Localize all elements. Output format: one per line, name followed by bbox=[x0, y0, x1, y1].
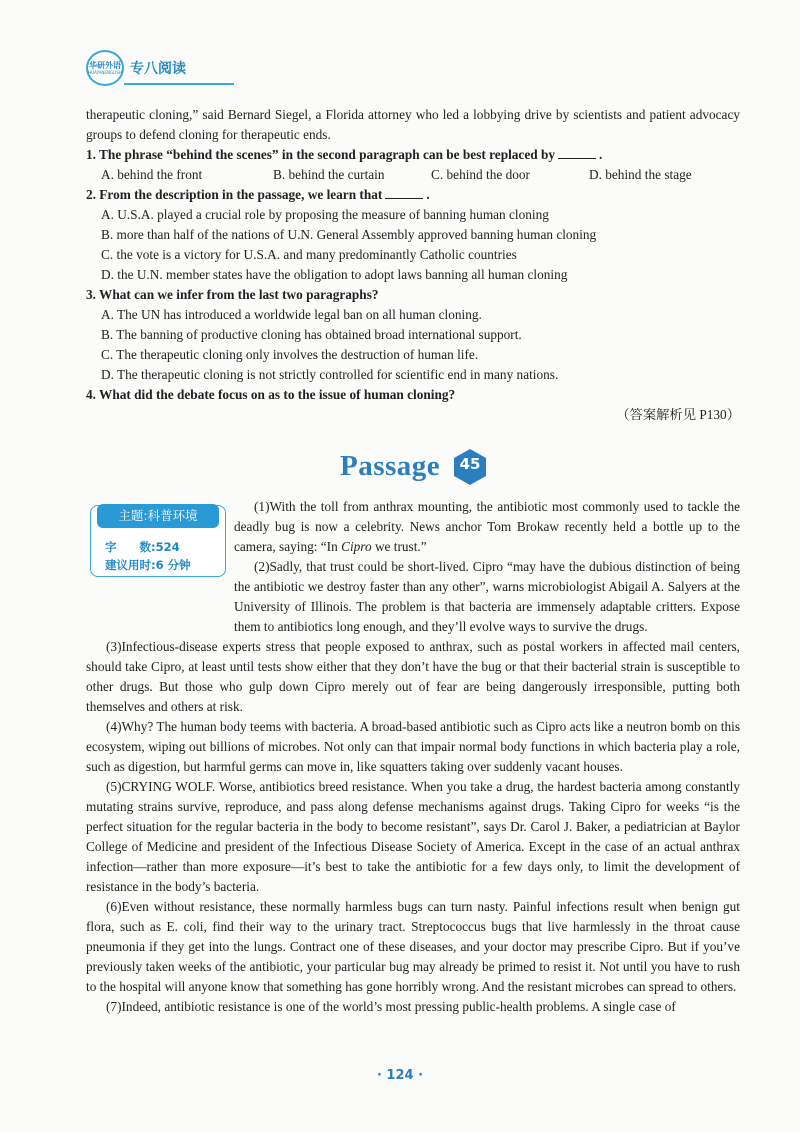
page-header bbox=[86, 50, 236, 86]
paragraph-1 bbox=[86, 497, 740, 557]
option-c: C. the vote is a victory for U.S.A. and many predominantly Catholic countries bbox=[101, 247, 517, 262]
paragraph-7: (7)Indeed, antibiotic resistance is one of the world’s most pressing public-health problems. A single case of bbox=[106, 999, 676, 1014]
passage-heading bbox=[340, 450, 500, 486]
question-4: 4. What did the debate focus on as to the issue of human cloning? bbox=[86, 387, 456, 402]
paragraph-6: (6)Even without resistance, these normally harmless bugs can turn nasty. Painful infections result when benign gut flora, such as E. coli, find their way to the urinary tract. Streptococcus bugs that live harmlessly in the throat cause pneumonia if they get into the lungs. Contract one of these diseases, and your doctor may prescribe Cipro. But if you’ve previously taken weeks of the antibiotic, your particular bug may already be primed to resist it. Not until you have to rush to the hospital will anyone know that something has gone horribly wrong. And the resistant microbes can spread to others. bbox=[86, 899, 740, 994]
paragraph-2-text: (2)Sadly, that trust could be short-lived. Cipro “may have the dubious distinction of being the antibiotic we destroy faster than any other”, warns microbiologist Abigail A. Salyers at the University of Illinois. The problem is that bacteria are immensely adaptable critters. Expose them to antibiotics long enough, and they’ll evolve ways to survive the drugs. bbox=[234, 559, 740, 634]
word-count: 字 数:524 bbox=[105, 540, 180, 554]
questions-section bbox=[86, 105, 740, 425]
option-b: B. behind the curtain bbox=[273, 167, 385, 182]
paragraph-5: (5)CRYING WOLF. Worse, antibiotics breed resistance. When you take a drug, the hardest bacteria among constantly mutating strains survive, reproduce, and pass along defense mechanisms against drugs. Taking Cipro for weeks “is the perfect situation for the regular bacteria in the body to become resistant”, says Dr. Carol J. Baker, a pediatrician at Baylor College of Medicine and president of the Infectious Disease Society of America. Except in the case of an actual anthrax infection—rather than more exposure—it’s best to take the antibiotic for a few days only, to limit the development of resistance in the body’s bacteria. bbox=[86, 779, 740, 894]
suggested-time: 建议用时:6 分钟 bbox=[105, 558, 191, 572]
answer-blank bbox=[385, 186, 423, 199]
paragraph-3: (3)Infectious-disease experts stress that people exposed to anthrax, such as postal workers in affected mail centers, should take Cipro, at least until tests show either that they don’t have the bug or that their bacterial strain is susceptible to other drugs. But those who gulp down Cipro merely out of fear are being dangerously irresponsible, putting both themselves and others at risk. bbox=[86, 639, 740, 714]
publisher-logo bbox=[86, 50, 124, 86]
option-d: D. behind the stage bbox=[589, 167, 692, 182]
question-2-end: . bbox=[426, 187, 430, 202]
passage-body bbox=[86, 497, 740, 1017]
question-2 bbox=[86, 185, 740, 205]
topic-label: 主题:科普环境 bbox=[97, 504, 219, 528]
series-title: 专八阅读 bbox=[130, 61, 186, 77]
question-1-end: . bbox=[599, 147, 603, 162]
paragraph-1-tail: we trust.” bbox=[371, 539, 427, 554]
option-a: A. The UN has introduced a worldwide legal ban on all human cloning. bbox=[101, 307, 482, 322]
page-number: · 124 · bbox=[376, 1068, 424, 1083]
option-b: B. The banning of productive cloning has obtained broad international support. bbox=[101, 327, 522, 342]
question-3: 3. What can we infer from the last two paragraphs? bbox=[86, 287, 379, 302]
answer-reference: （答案解析见 P130） bbox=[616, 407, 740, 422]
logo-text: 华研外语 bbox=[89, 61, 121, 70]
header-rule bbox=[124, 83, 234, 85]
intro-paragraph: therapeutic cloning,” said Bernard Siegel, a Florida attorney who led a lobbying drive by scientists and patient advocacy groups to defend cloning for therapeutic ends. bbox=[86, 107, 740, 142]
question-1-stem: 1. The phrase “behind the scenes” in the second paragraph can be best replaced by bbox=[86, 147, 556, 162]
option-a: A. U.S.A. played a crucial role by proposing the measure of banning human cloning bbox=[101, 207, 549, 222]
paragraph-2 bbox=[86, 557, 740, 637]
answer-blank bbox=[558, 146, 596, 159]
option-d: D. The therapeutic cloning is not strictly controlled for scientific end in many nations. bbox=[101, 367, 559, 382]
question-1-options bbox=[86, 165, 740, 185]
option-d: D. the U.N. member states have the obligation to adopt laws banning all human cloning bbox=[101, 267, 568, 282]
paragraph-1-text: (1)With the toll from anthrax mounting, the antibiotic most commonly used to tackle the deadly bug is now a celebrity. News anchor Tom Brokaw recently held a bottle up to the camera, saying: “In bbox=[234, 499, 740, 554]
option-c: C. The therapeutic cloning only involves the destruction of human life. bbox=[101, 347, 479, 362]
paragraph-1-italic: Cipro bbox=[341, 539, 372, 554]
question-2-stem: 2. From the description in the passage, we learn that bbox=[86, 187, 383, 202]
option-b: B. more than half of the nations of U.N. General Assembly approved banning human cloning bbox=[101, 227, 597, 242]
passage-number: 45 bbox=[459, 455, 481, 473]
question-1 bbox=[86, 145, 740, 165]
passage-word: Passage bbox=[340, 450, 441, 482]
option-a: A. behind the front bbox=[101, 167, 203, 182]
paragraph-4: (4)Why? The human body teems with bacteria. A broad-based antibiotic such as Cipro acts like a neutron bomb on this ecosystem, wiping out billions of microbes. Not only can that impair normal body functions in which bacteria play a role, such as digestion, but harmful germs can move in, like squatters taking over suddenly vacant houses. bbox=[86, 719, 740, 774]
logo-subtext: HUAYANENGLISH bbox=[88, 70, 122, 75]
option-c: C. behind the door bbox=[431, 167, 530, 182]
